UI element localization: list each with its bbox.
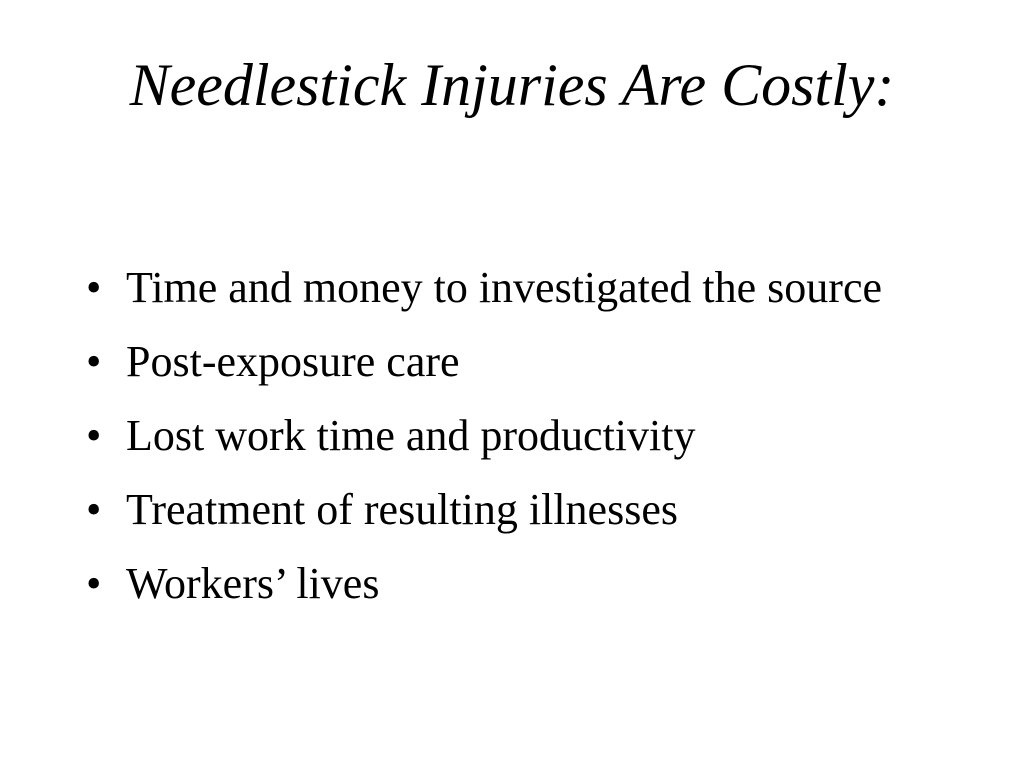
list-item [82,258,912,317]
bullet-text: Post-exposure care [126,337,460,386]
bullet-marker: • [86,337,102,386]
bullet-text: Workers’ lives [126,559,380,608]
slide-title: Needlestick Injuries Are Costly: [129,52,895,118]
bullet-marker: • [86,485,102,534]
bullet-marker: • [86,411,102,460]
bullet-list [82,258,912,628]
bullet-marker: • [86,559,102,608]
bullet-marker: • [86,263,102,312]
bullet-text: Time and money to investigated the source [126,263,883,312]
list-item [82,406,912,465]
list-item [82,554,912,613]
bullet-text: Lost work time and productivity [126,411,696,460]
list-item [82,332,912,391]
bullet-text: Treatment of resulting illnesses [126,485,678,534]
list-item [82,480,912,539]
